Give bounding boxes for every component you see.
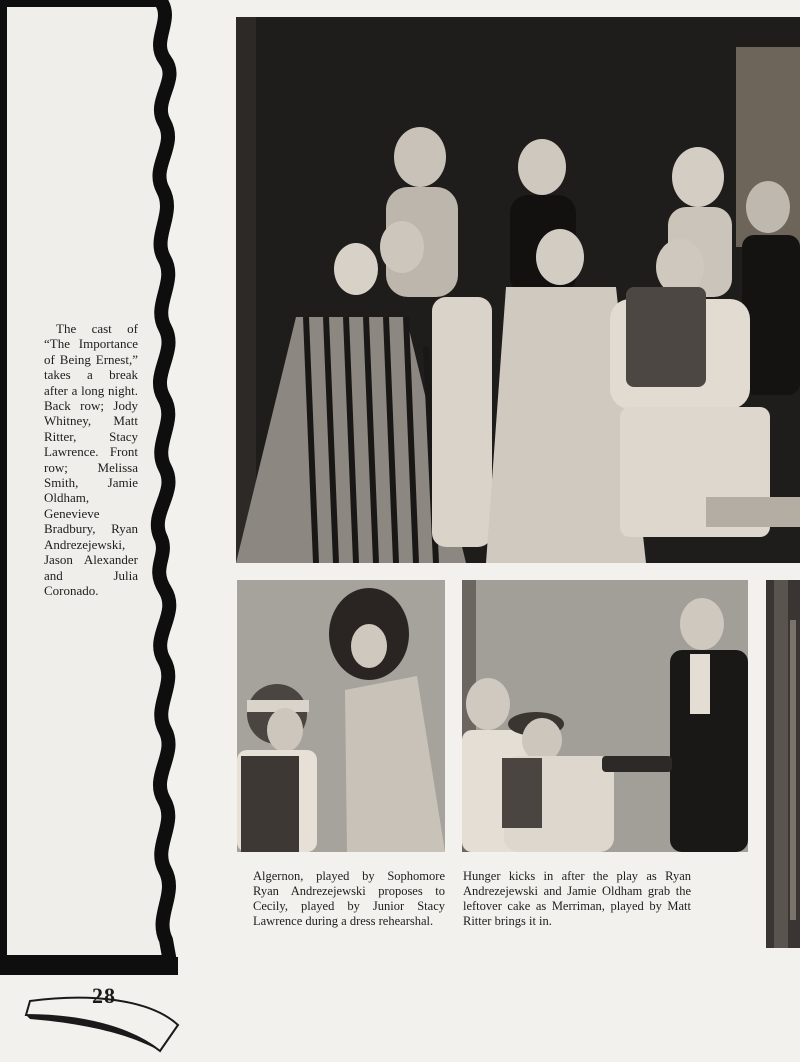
proposal-photo bbox=[237, 580, 445, 852]
edge-photo bbox=[766, 580, 800, 948]
cast-photo bbox=[236, 17, 800, 563]
cake-caption: Hunger kicks in after the play as Ryan Andrezejewski and Jamie Oldham grab the leftover cake as Merriman, played by Matt Ritter brings it in. bbox=[463, 868, 691, 929]
cake-photo bbox=[462, 580, 748, 852]
page-number: 28 bbox=[92, 983, 116, 1008]
main-photo-caption: The cast of “The Importance of Being Ernest,” takes a break after a long night. Back row; Jody Whitney, Matt Ritter, Stacy Lawrence. Front row; Melissa Smith, Jamie Oldham, Genevieve Bradbury, Ryan Andrezejewski, Jason Alexander and Julia Coronado. bbox=[44, 321, 138, 598]
proposal-caption: Algernon, played by Sophomore Ryan Andrezejewski proposes to Cecily, played by Junior Stacy Lawrence during a dress rehearshal. bbox=[253, 868, 445, 929]
